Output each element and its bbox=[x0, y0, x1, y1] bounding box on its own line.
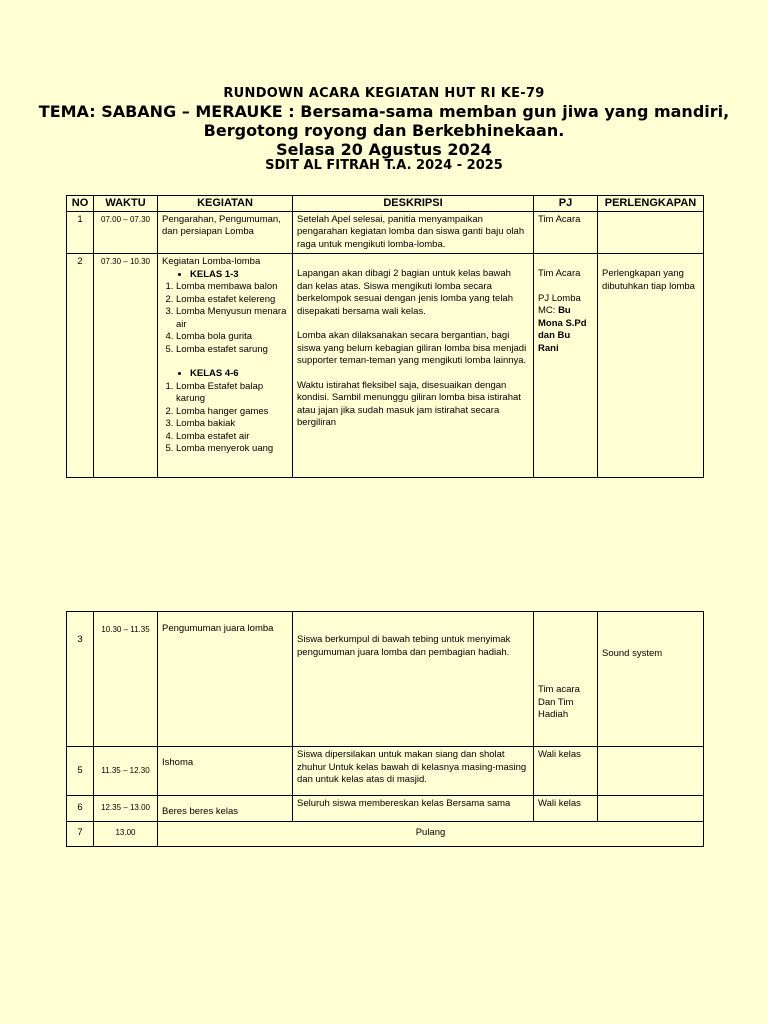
kelas-group-a bbox=[162, 269, 288, 282]
mc-names: Bu Mona S.Pd dan Bu Rani bbox=[538, 305, 587, 354]
perlengkapan-text: Perlengkapan yang dibutuhkan tiap lomba bbox=[602, 268, 695, 292]
row-perlengkapan: Sound system bbox=[598, 612, 704, 747]
row-kegiatan: Pengumuman juara lomba bbox=[158, 612, 293, 747]
row-time: 10.30 – 11.35 bbox=[94, 612, 158, 747]
school-year-line: SDIT AL FITRAH T.A. 2024 - 2025 bbox=[265, 158, 503, 173]
row-number: 2 bbox=[67, 254, 94, 478]
pj-line: PJ Lomba bbox=[538, 292, 581, 304]
row-pj: Tim acara Dan Tim Hadiah bbox=[534, 612, 598, 747]
row-perlengkapan bbox=[598, 747, 704, 796]
row-perlengkapan bbox=[598, 254, 704, 478]
deskripsi-paragraph: Lapangan akan dibagi 2 bagian untuk kelas bawah dan kelas atas. Siswa mengikuti lomba secara berkelompok sesuai dengan jenis lomba yang telah disepakati bersama wali kelas. bbox=[297, 268, 513, 317]
col-header-no: NO bbox=[67, 196, 94, 212]
list-item: 2. Lomba hanger games bbox=[176, 406, 288, 419]
list-item: 2. Lomba estafet kelereng bbox=[176, 294, 288, 307]
row-kegiatan: Pengarahan, Pengumuman, dan persiapan Lomba bbox=[158, 211, 293, 254]
list-item: 3. Lomba bakiak bbox=[176, 418, 288, 431]
row-pj bbox=[534, 254, 598, 478]
row-time: 12.35 – 13.00 bbox=[94, 796, 158, 822]
row-kegiatan-merged: Pulang bbox=[158, 821, 704, 846]
row-number: 1 bbox=[67, 211, 94, 254]
row-pj: Wali kelas bbox=[534, 796, 598, 822]
row-number: 7 bbox=[67, 821, 94, 846]
col-header-pj: PJ bbox=[534, 196, 598, 212]
date-line: Selasa 20 Agustus 2024 bbox=[276, 140, 492, 159]
kelas-b-heading: • KELAS 4-6 bbox=[190, 368, 288, 381]
rundown-table-part-2 bbox=[66, 611, 704, 847]
theme-heading bbox=[0, 102, 768, 159]
list-item: 1. Lomba Estafet balap karung bbox=[176, 381, 288, 406]
list-item: 5. Lomba estafet sarung bbox=[176, 344, 288, 357]
table-row bbox=[67, 211, 704, 254]
col-header-waktu: WAKTU bbox=[94, 196, 158, 212]
row-number: 3 bbox=[67, 612, 94, 747]
row-pj: Tim Acara bbox=[534, 211, 598, 254]
row-deskripsi bbox=[293, 254, 534, 478]
col-header-deskripsi: DESKRIPSI bbox=[293, 196, 534, 212]
table-header-row bbox=[67, 196, 704, 212]
list-item: 4. Lomba bola gurita bbox=[176, 331, 288, 344]
kelas-group-b bbox=[162, 368, 288, 381]
kelas-a-heading: • KELAS 1-3 bbox=[190, 269, 288, 282]
row-time: 07.30 – 10.30 bbox=[94, 254, 158, 478]
theme-line-2: Bergotong royong dan Berkebhinekaan. bbox=[203, 121, 565, 140]
theme-line-1: TEMA: SABANG – MERAUKE : Bersama-sama memban gun jiwa yang mandiri, bbox=[38, 102, 730, 121]
row-time: 13.00 bbox=[94, 821, 158, 846]
table-row bbox=[67, 821, 704, 846]
row-time: 07.00 – 07.30 bbox=[94, 211, 158, 254]
pj-line: Tim Acara bbox=[538, 268, 581, 279]
list-item: 4. Lomba estafet air bbox=[176, 431, 288, 444]
table-row bbox=[67, 747, 704, 796]
table-row bbox=[67, 612, 704, 747]
table-row bbox=[67, 254, 704, 478]
col-header-kegiatan: KEGIATAN bbox=[158, 196, 293, 212]
row-pj: Wali kelas bbox=[534, 747, 598, 796]
row-deskripsi: Setelah Apel selesai, panitia menyampaikan pengarahan kegiatan lomba dan siswa ganti baju olah raga untuk mengikuti lomba-lomba. bbox=[293, 211, 534, 254]
list-item: 3. Lomba Menyusun menara air bbox=[176, 306, 288, 331]
row-deskripsi: Siswa berkumpul di bawah tebing untuk menyimak pengumuman juara lomba dan pembagian hadiah. bbox=[293, 612, 534, 747]
row-number: 6 bbox=[67, 796, 94, 822]
row-time: 11.35 – 12.30 bbox=[94, 747, 158, 796]
row-deskripsi: Seluruh siswa membereskan kelas Bersama sama bbox=[293, 796, 534, 822]
document-title: RUNDOWN ACARA KEGIATAN HUT RI KE-79 bbox=[223, 86, 545, 101]
row-kegiatan bbox=[158, 254, 293, 478]
kegiatan-title: Kegiatan Lomba-lomba bbox=[162, 256, 261, 267]
table-row bbox=[67, 796, 704, 822]
row-number: 5 bbox=[67, 747, 94, 796]
row-kegiatan: Ishoma bbox=[158, 747, 293, 796]
list-item: 1. Lomba membawa balon bbox=[176, 281, 288, 294]
lomba-list-b bbox=[162, 381, 288, 456]
deskripsi-paragraph: Lomba akan dilaksanakan secara bergantian, bagi siswa yang belum kebagian giliran lomba bisa menjadi supporter teman-teman yang mengikuti lomba lainnya. bbox=[297, 330, 527, 366]
row-perlengkapan bbox=[598, 796, 704, 822]
rundown-table-part-1 bbox=[66, 195, 704, 478]
row-kegiatan: Beres beres kelas bbox=[158, 796, 293, 822]
col-header-perlengkapan: PERLENGKAPAN bbox=[598, 196, 704, 212]
list-item: 5. Lomba menyerok uang bbox=[176, 443, 288, 456]
row-perlengkapan bbox=[598, 211, 704, 254]
lomba-list-a bbox=[162, 281, 288, 356]
deskripsi-paragraph: Waktu istirahat fleksibel saja, disesuaikan dengan kondisi. Sambil menunggu giliran lomba bisa istirahat atau jajan jika sudah masuk jam istirahat secara bergiliran bbox=[297, 379, 521, 428]
mc-label: MC: bbox=[538, 305, 559, 316]
pj-mc bbox=[538, 305, 593, 355]
row-deskripsi: Siswa dipersilakan untuk makan siang dan sholat zhuhur Untuk kelas bawah di kelasnya masing-masing dan untuk kelas atas di masjid. bbox=[293, 747, 534, 796]
